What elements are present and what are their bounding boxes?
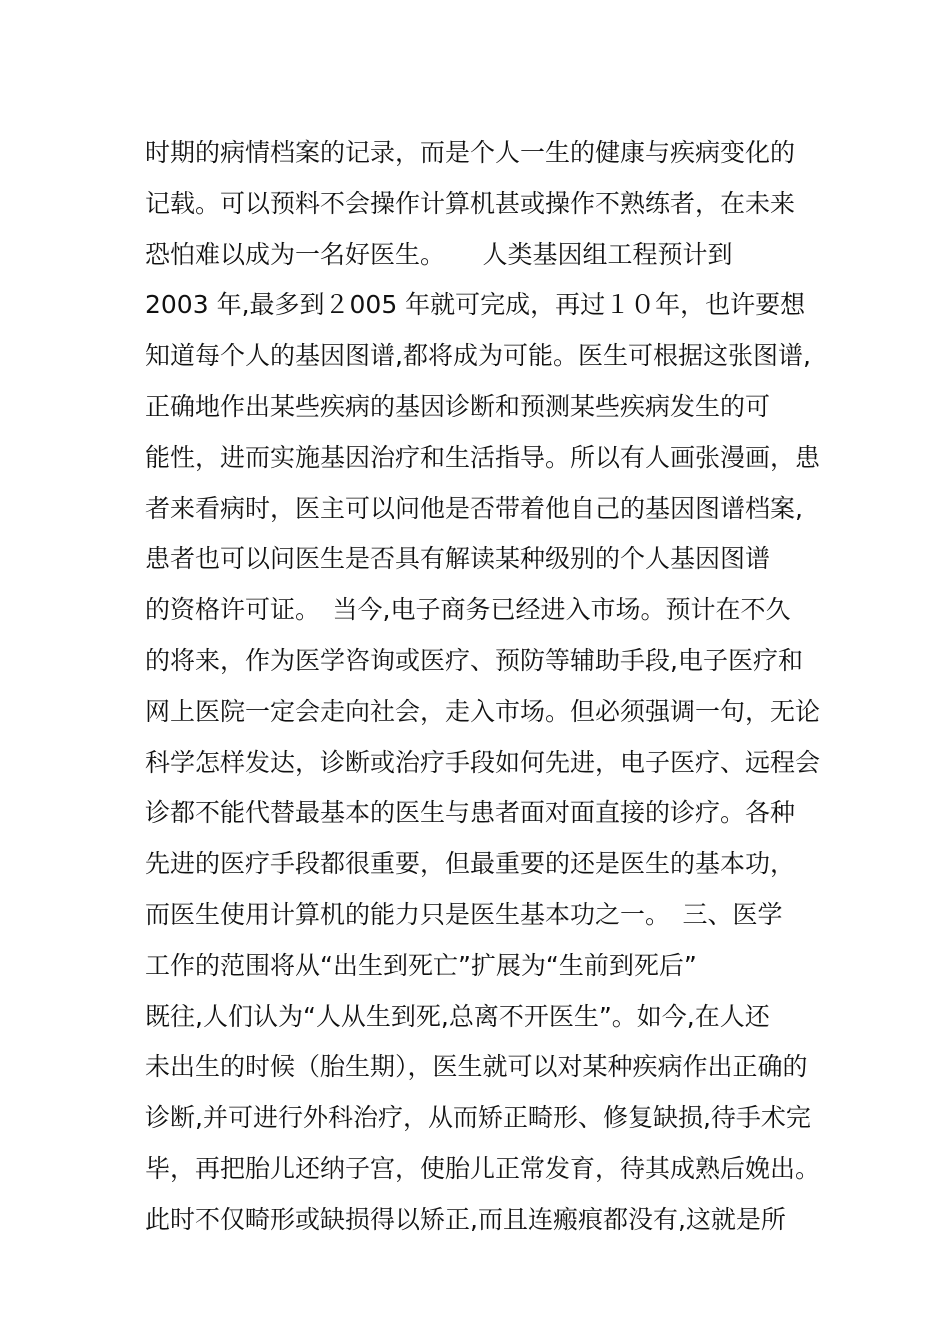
text-line: 此时不仅畸形或缺损得以矫正,而且连瘢痕都没有,这就是所 <box>145 1204 786 1234</box>
text-line: 恐怕难以成为一名好医生。 人类基因组工程预计到 <box>145 239 733 269</box>
text-line: 既往,人们认为“人从生到死,总离不开医生”。如今,在人还 <box>145 1001 770 1031</box>
text-line: 知道每个人的基因图谱,都将成为可能。医生可根据这张图谱, <box>145 341 811 371</box>
text-line: 的将来，作为医学咨询或医疗、预防等辅助手段,电子医疗和 <box>145 645 803 675</box>
text-line: 2003 年,最多到２005 年就可完成，再过１０年，也许要想 <box>145 290 806 320</box>
text-line: 未出生的时候（胎生期），医生就可以对某种疾病作出正确的 <box>145 1052 808 1082</box>
text-line: 的资格许可证。 当今,电子商务已经进入市场。预计在不久 <box>145 595 791 625</box>
text-line: 能性，进而实施基因治疗和生活指导。所以有人画张漫画，患 <box>145 442 821 472</box>
body-text <box>145 128 825 1246</box>
text-line: 正确地作出某些疾病的基因诊断和预测某些疾病发生的可 <box>145 391 771 421</box>
text-line: 先进的医疗手段都很重要，但最重要的还是医生的基本功， <box>145 849 796 879</box>
text-line: 记载。可以预料不会操作计算机甚或操作不熟练者，在未来 <box>145 188 796 218</box>
text-line: 诊断,并可进行外科治疗，从而矫正畸形、修复缺损,待手术完 <box>145 1103 811 1133</box>
text-line: 科学怎样发达，诊断或治疗手段如何先进，电子医疗、远程会 <box>145 747 821 777</box>
text-line: 时期的病情档案的记录，而是个人一生的健康与疾病变化的 <box>145 138 796 167</box>
text-line: 工作的范围将从“出生到死亡”扩展为“生前到死后” <box>145 950 697 980</box>
text-line: 诊都不能代替最基本的医生与患者面对面直接的诊疗。各种 <box>145 798 796 828</box>
text-line: 患者也可以问医生是否具有解读某种级别的个人基因图谱 <box>145 544 771 574</box>
text-line: 而医生使用计算机的能力只是医生基本功之一。 三、医学 <box>145 899 783 929</box>
text-line: 毕，再把胎儿还纳子宫，使胎儿正常发育，待其成熟后娩出。 <box>145 1153 821 1183</box>
text-line: 者来看病时，医主可以问他是否带着他自己的基因图谱档案, <box>145 493 803 523</box>
text-line: 网上医院一定会走向社会，走入市场。但必须强调一句，无论 <box>145 696 821 726</box>
